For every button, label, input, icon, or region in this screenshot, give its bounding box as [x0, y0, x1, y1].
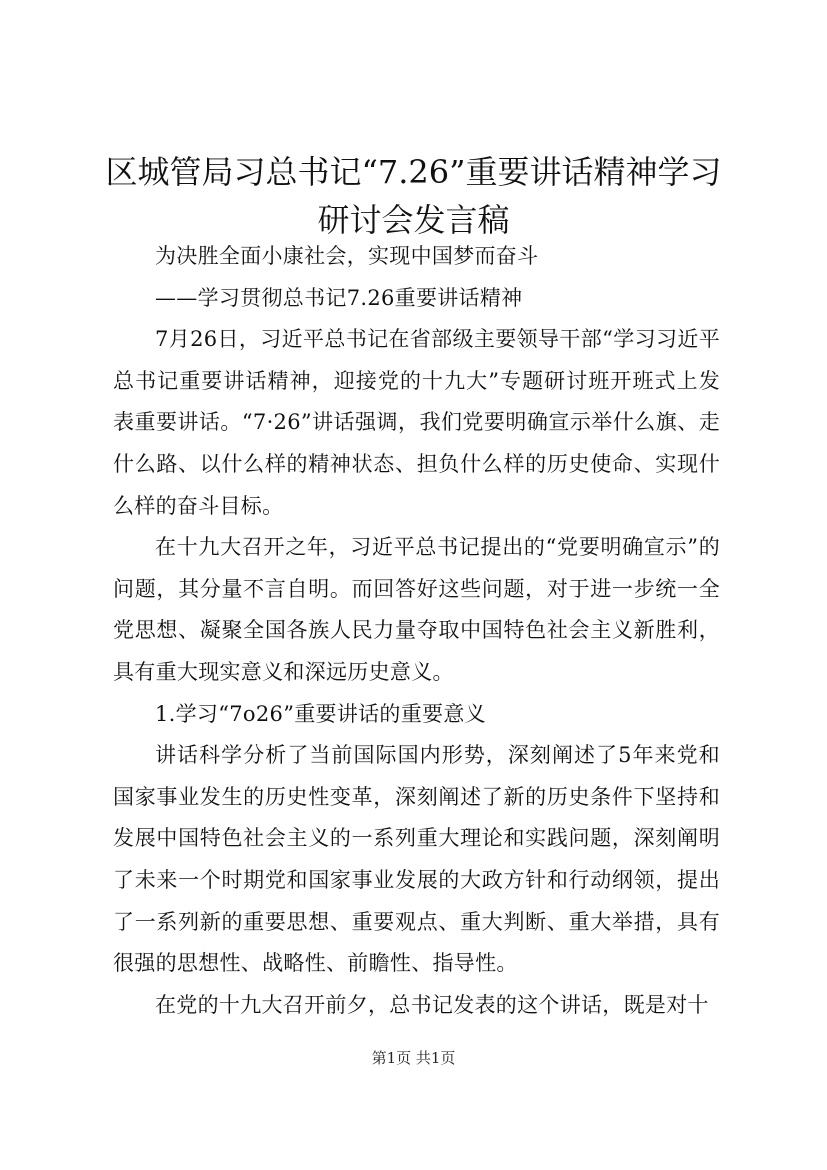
section-heading: 1.学习“7o26”重要讲话的重要意义: [155, 701, 486, 726]
subtitle-paragraph: 为决胜全面小康社会，实现中国梦而奋斗: [155, 244, 539, 268]
document-body: [113, 236, 720, 1026]
body-paragraph: 在十九大召开之年，习近平总书记提出的“党要明确宣示”的问题，其分量不言自明。而回答好这些问题，对于进一步统一全党思想、凝聚全国各族人民力量夺取中国特色社会主义新胜利，具有重大现实意义和深远历史意义。: [113, 535, 720, 684]
body-paragraph: 在党的十九大召开前夕，总书记发表的这个讲话，既是对十: [155, 992, 709, 1017]
title-line-2: 研讨会发言稿: [317, 201, 510, 239]
body-paragraph: 讲话科学分析了当前国际国内形势，深刻阐述了5年来党和国家事业发生的历史性变革，深刻阐述了新的历史条件下坚持和发展中国特色社会主义的一系列重大理论和实践问题，深刻阐明了未来一个时期党和国家事业发展的大政方针和行动纲领，提出了一系列新的重要思想、重要观点、重大判断、重大举措，具有很强的思想性、战略性、前瞻性、指导性。: [113, 743, 720, 976]
body-paragraph: 7月26日，习近平总书记在省部级主要领导干部“学习习近平总书记重要讲话精神，迎接党的十九大”专题研讨班开班式上发表重要讲话。“7·26”讲话强调，我们党要明确宣示举什么旗、走什么路、以什么样的精神状态、担负什么样的历史使命、实现什么样的奋斗目标。: [113, 327, 720, 518]
document-title: [95, 148, 732, 244]
page-footer: 第1页 共1页: [371, 1049, 456, 1067]
subtitle-dash-paragraph: ——学习贯彻总书记7.26重要讲话精神: [155, 285, 523, 310]
title-line-1: 区城管局习总书记“7.26”重要讲话精神学习: [105, 153, 722, 191]
